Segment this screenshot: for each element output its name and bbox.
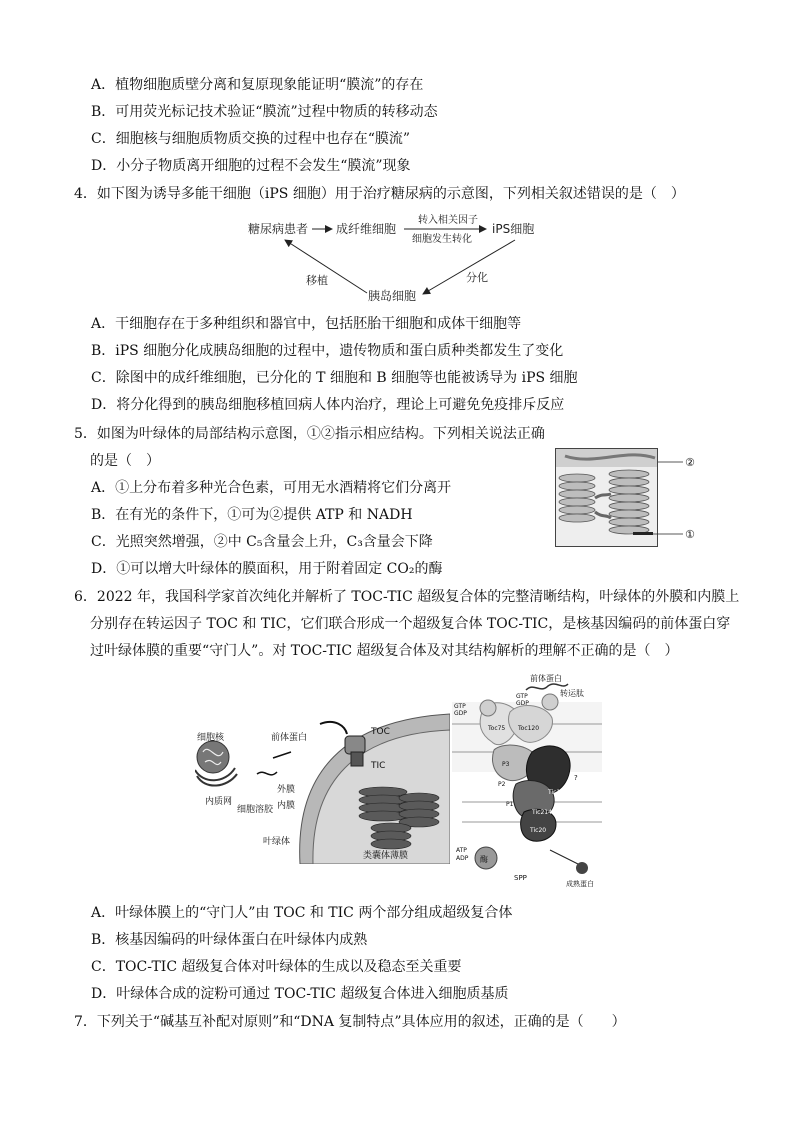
q3-option-b: B．可用荧光标记技术验证“膜流”过程中物质的转移动态: [91, 104, 438, 120]
label-atp: ATP: [456, 847, 467, 854]
q3-option-d: D．小分子物质离开细胞的过程不会发生“膜流”现象: [91, 158, 411, 174]
q4-option-d: D．将分化得到的胰岛细胞移植回病人体内治疗，理论上可避免免疫排斥反应: [91, 397, 565, 413]
label-chloroplast: 叶绿体: [263, 837, 291, 847]
label-inner: 内膜: [277, 801, 296, 811]
label-question: ?: [574, 774, 578, 782]
q4-stem: 4．如下图为诱导多能干细胞（iPS 细胞）用于治疗糖尿病的示意图，下列相关叙述错误的是（ ）: [74, 186, 685, 202]
q4-option-b: B．iPS 细胞分化成胰岛细胞的过程中，遗传物质和蛋白质种类都发生了变化: [91, 343, 564, 359]
label-precursor-right: 前体蛋白: [530, 674, 562, 683]
arrow-label-bottom: 细胞发生转化: [412, 234, 472, 245]
label-gtp-1: GTP: [516, 693, 528, 700]
q5-chloroplast-figure: [555, 448, 705, 548]
q3-option-c: C．细胞核与细胞质物质交换的过程中也存在“膜流”: [91, 131, 411, 147]
label-tic214: Tic214: [532, 809, 552, 816]
label-toc75: Toc75: [488, 725, 506, 732]
q6-option-d: D．叶绿体合成的淀粉可通过 TOC-TIC 超级复合体进入细胞质基质: [91, 986, 509, 1002]
label-outer: 外膜: [277, 785, 296, 795]
label-er: 内质网: [205, 797, 233, 807]
label-tic: TIC: [371, 761, 386, 771]
q5-stem-line2: 的是（ ）: [90, 453, 160, 469]
q5-option-d: D．①可以增大叶绿体的膜面积，用于附着固定 CO₂的酶: [91, 561, 443, 577]
node-islet: 胰岛细胞: [368, 289, 417, 303]
label-transit: 转运肽: [560, 689, 584, 698]
label-precursor-left: 前体蛋白: [271, 733, 308, 743]
q6-stem-line3: 过叶绿体膜的重要“守门人”。对 TOC-TIC 超级复合体及对其结构解析的理解不正确的是（ ）: [90, 643, 679, 659]
label-thylakoid: 类囊体薄膜: [363, 851, 409, 861]
label-toc120: Toc120: [518, 725, 540, 732]
label-p1: P1: [506, 801, 514, 808]
q5-option-c: C．光照突然增强，②中 C₅含量会上升，C₃含量会下降: [91, 534, 433, 550]
label-p3: P3: [502, 761, 510, 768]
label-tic20: Tic20: [530, 827, 547, 834]
q7-stem: 7．下列关于“碱基互补配对原则”和“DNA 复制特点”具体应用的叙述，正确的是（ ）: [74, 1014, 626, 1030]
q6-figure-left: [195, 712, 450, 864]
label-spp: SPP: [514, 874, 527, 882]
q5-option-a: A．①上分布着多种光合色素，可用无水酒精将它们分离开: [91, 480, 452, 496]
label-transplant: 移植: [306, 274, 328, 287]
label-cytosol: 细胞溶胶: [237, 805, 274, 815]
q5-stem-line1: 5．如图为叶绿体的局部结构示意图，①②指示相应结构。下列相关说法正确: [74, 426, 545, 442]
q6-stem-line1: 6．2022 年，我国科学家首次纯化并解析了 TOC-TIC 超级复合体的完整清晰结构，叶绿体的外膜和内膜上: [74, 589, 740, 605]
label-nucleus: 细胞核: [197, 733, 225, 743]
label-toc: TOC: [371, 727, 390, 737]
q6-option-b: B．核基因编码的叶绿体蛋白在叶绿体内成熟: [91, 932, 368, 948]
q4-option-a: A．干细胞存在于多种组织和器官中，包括胚胎干细胞和成体干细胞等: [91, 316, 522, 332]
label-p2: P2: [498, 781, 506, 788]
q6-option-c: C．TOC-TIC 超级复合体对叶绿体的生成以及稳态至关重要: [91, 959, 462, 975]
node-patient: 糖尿病患者: [248, 222, 309, 236]
arrow-label-top: 转入相关因子: [418, 215, 478, 226]
label-mature: 成熟蛋白: [566, 880, 594, 888]
node-fibroblast: 成纤维细胞: [336, 222, 397, 236]
label-differentiate: 分化: [466, 271, 488, 284]
label-1: ①: [685, 528, 695, 541]
label-gdp-1: GDP: [516, 700, 529, 707]
q6-stem-line2: 分别存在转运因子 TOC 和 TIC，它们联合形成一个超级复合体 TOC-TIC，是核基因编码的前体蛋白穿: [90, 616, 731, 632]
label-tic100: Tic100: [548, 789, 568, 796]
label-enzyme: 酶: [480, 855, 488, 864]
q4-option-c: C．除图中的成纤维细胞，已分化的 T 细胞和 B 细胞等也能被诱导为 iPS 细胞: [91, 370, 578, 386]
node-ips: iPS细胞: [492, 222, 535, 236]
label-adp: ADP: [456, 855, 469, 862]
q6-figure-right: [452, 672, 622, 894]
q6-option-a: A．叶绿体膜上的“守门人”由 TOC 和 TIC 两个部分组成超级复合体: [91, 905, 513, 921]
label-gtp-2: GTP: [454, 703, 466, 710]
label-2: ②: [685, 456, 695, 469]
q5-option-b: B．在有光的条件下，①可为②提供 ATP 和 NADH: [91, 507, 413, 523]
label-gdp-2: GDP: [454, 710, 467, 717]
q4-flow-diagram: [240, 210, 570, 310]
q3-option-a: A．植物细胞质壁分离和复原现象能证明“膜流”的存在: [91, 77, 424, 93]
